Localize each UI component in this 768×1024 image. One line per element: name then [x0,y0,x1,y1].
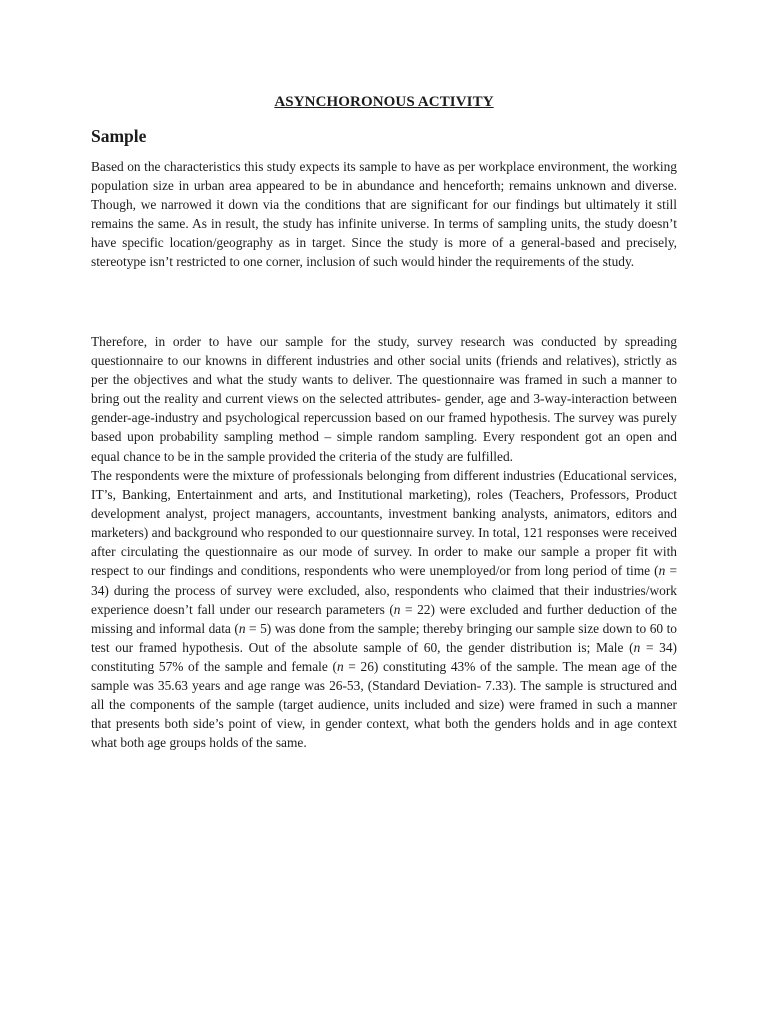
paragraph-3: The respondents were the mixture of professionals belonging from different industries (Educational services, IT’s, Banking, Entertainment and arts, and Institutional marketing), roles (Teachers, Professors, Product development analyst, project managers, accountants, investment banking analysts, animators, editors and marketers) and background who responded to our questionnaire survey. In total, 121 responses were received after circulating the questionnaire as our mode of survey. In order to make our sample a proper fit with respect to our findings and conditions, respondents who were unemployed/or from long period of time (n = 34) during the process of survey were excluded, also, respondents who claimed that their industries/work experience doesn’t fall under our research parameters (n = 22) were excluded and further deduction of the missing and informal data (n = 5) was done from the sample; thereby bringing our sample size down to 60 to test our framed hypothesis. Out of the absolute sample of 60, the gender distribution is; Male (n = 34) constituting 57% of the sample and female (n = 26) constituting 43% of the sample. The mean age of the sample was 35.63 years and age range was 26-53, (Standard Deviation- 7.33). The sample is structured and all the components of the sample (target audience, units included and size) were framed in such a manner that presents both side’s point of view, in gender context, what both the genders holds and in age context what both age groups holds of the same. [91,468,678,751]
section-heading: Sample [91,126,147,146]
paragraph-1: Based on the characteristics this study expects its sample to have as per workplace environment, the working population size in urban area appeared to be in abundance and henceforth; remains unknown and diverse. Though, we narrowed it down via the conditions that are significant for our findings but ultimately it still remains the same. As in result, the study has infinite universe. In terms of sampling units, the study doesn’t have specific location/geography as in target. Since the study is more of a general-based and precisely, stereotype isn’t restricted to one corner, inclusion of such would hinder the requirements of the study. [91,159,677,270]
page-title: ASYNCHORONOUS ACTIVITY [274,94,494,110]
paragraph-2: Therefore, in order to have our sample for the study, survey research was conducted by spreading questionnaire to our knowns in different industries and other social units (friends and relatives), strictly as per the objectives and what the study wants to deliver. The questionnaire was framed in such a manner to bring out the reality and current views on the selected attributes- gender, age and 3-way-interaction between gender-age-industry and psychological repercussion based on our framed hypothesis. The survey was purely based upon probability sampling method – simple random sampling. Every respondent got an open and equal chance to be in the sample provided the criteria of the study are fulfilled. [91,334,677,464]
